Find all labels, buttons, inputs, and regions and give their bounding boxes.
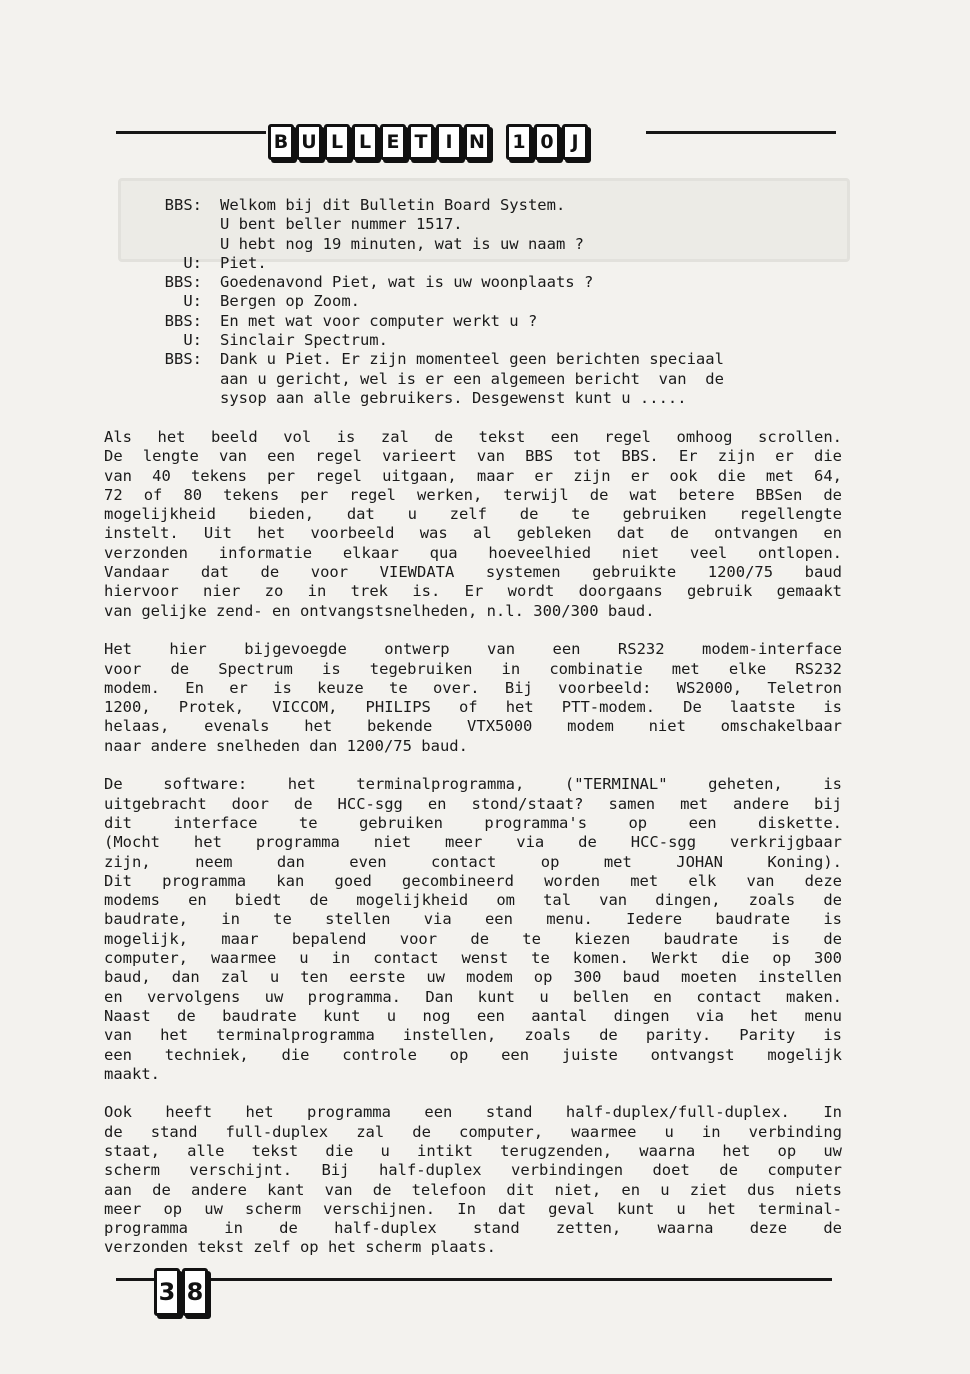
paragraph-line: de stand full-duplex zal de computer, waarmee u in verbinding — [104, 1122, 842, 1141]
dialog-text: Sinclair Spectrum. — [220, 331, 388, 350]
paragraph-line: 1200, Protek, VICCOM, PHILIPS of het PTT-modem. De laatste is — [104, 698, 842, 717]
paragraph-line: mogelijkheid bieden, dat u zelf de te gebruiken regellengte — [104, 505, 842, 524]
masthead-letter: L — [352, 124, 378, 160]
dialog-text: Welkom bij dit Bulletin Board System. — [220, 196, 566, 214]
bbs-dialog — [100, 196, 860, 408]
dialog-speaker — [100, 370, 220, 389]
dialog-text: U hebt nog 19 minuten, wat is uw naam ? — [220, 234, 584, 253]
paragraph-line: maakt. — [104, 1064, 160, 1083]
dialog-line — [100, 235, 860, 254]
dialog-speaker — [100, 389, 220, 408]
dialog-speaker: U: — [183, 253, 202, 272]
dialog-text: sysop aan alle gebruikers. Desgewenst kunt u ..... — [220, 388, 687, 407]
paragraph-line: Ook heeft het programma een stand half-duplex/full-duplex. In — [104, 1103, 842, 1122]
paragraph-line: baud, dan zal u ten eerste uw modem op 300 baud moeten instellen — [104, 968, 842, 987]
dialog-speaker: BBS: — [164, 196, 202, 214]
footer-rule — [116, 1278, 832, 1281]
dialog-text: Bergen op Zoom. — [220, 292, 360, 311]
masthead-letter: L — [324, 124, 350, 160]
masthead — [268, 124, 590, 160]
paragraph-line: aan de andere kant van de telefoon dit niet, en u ziet dus niets — [104, 1180, 842, 1199]
paragraph-line: voor de Spectrum is tegebruiken in combinatie met elke RS232 — [104, 659, 842, 678]
paragraph-line: staat, alle tekst die u intikt terugzenden, waarna het op uw — [104, 1141, 842, 1160]
dialog-text: U bent beller nummer 1517. — [220, 215, 463, 234]
paragraph-line: verzonden informatie elkaar qua hoeveelhied niet veel ontlopen. — [104, 543, 842, 562]
paragraph — [104, 775, 842, 1084]
paragraph-line: Het hier bijgevoegde ontwerp van een RS232 modem-interface — [104, 640, 842, 659]
dialog-speaker — [100, 215, 220, 234]
dialog-line — [100, 196, 860, 215]
paragraph-line: van gelijke zend- en ontvangstsnelheden, n.l. 300/300 baud. — [104, 601, 655, 620]
page-number — [154, 1268, 210, 1316]
paragraph-line: een techniek, die controle op een juiste ontvangst mogelijk — [104, 1045, 842, 1064]
paragraph-line: De lengte van een regel varieert van BBS tot BBS. Er zijn er die — [104, 447, 842, 466]
paragraph-line: helaas, evenals het bekende VTX5000 modem niet omschakelbaar — [104, 717, 842, 736]
dialog-speaker: U: — [183, 292, 202, 311]
paragraph-line: computer, waarmee u in contact wenst te komen. Werkt die op 300 — [104, 949, 842, 968]
paragraph-line: mogelijk, maar bepalend voor de te kiezen baudrate is de — [104, 929, 842, 948]
page-number-digit: 3 — [154, 1268, 180, 1316]
paragraph-line: uitgebracht door de HCC-sgg en stond/staat? samen met andere bij — [104, 794, 842, 813]
header-rule-left — [116, 131, 266, 134]
issue-letter: 1 — [506, 124, 532, 160]
masthead-letter: E — [380, 124, 406, 160]
paragraph-line: Vandaar dat de voor VIEWDATA systemen gebruikte 1200/75 baud — [104, 563, 842, 582]
paragraph-line: De software: het terminalprogramma, ("TERMINAL" geheten, is — [104, 775, 842, 794]
paragraph-line: zijn, neem dan even contact op met JOHAN Koning). — [104, 852, 842, 871]
dialog-line — [100, 331, 860, 350]
paragraph-line: modem. En er is keuze te over. Bij voorbeeld: WS2000, Teletron — [104, 678, 842, 697]
dialog-text: Goedenavond Piet, wat is uw woonplaats ? — [220, 273, 594, 292]
paragraph — [104, 428, 842, 621]
dialog-line — [100, 312, 860, 331]
masthead-letter: B — [268, 124, 294, 160]
masthead-letter: T — [408, 124, 434, 160]
dialog-speaker: U: — [183, 331, 202, 350]
paragraph-line: Als het beeld vol is zal de tekst een regel omhoog scrollen. — [104, 428, 842, 446]
paragraph — [104, 640, 842, 756]
paragraph-line: programma in de half-duplex stand zetten, waarna deze de — [104, 1219, 842, 1238]
dialog-text: Piet. — [220, 253, 267, 272]
paragraph-line: meer op uw scherm verschijnen. In dat geval kunt u het terminal- — [104, 1199, 842, 1218]
paragraph-line: scherm verschijnt. Bij half-duplex verbindingen doet de computer — [104, 1161, 842, 1180]
issue-letter: 0 — [534, 124, 560, 160]
masthead-letter: I — [436, 124, 462, 160]
issue-letter: J — [562, 124, 588, 160]
paragraph-line: modems en biedt de mogelijkheid om tal van dingen, zoals de — [104, 891, 842, 910]
masthead-letter: N — [464, 124, 490, 160]
paragraph-line: baudrate, in te stellen via een menu. Iedere baudrate is — [104, 910, 842, 929]
dialog-speaker — [100, 235, 220, 254]
paragraph-line: dit interface te gebruiken programma's op een diskette. — [104, 813, 842, 832]
dialog-line — [100, 292, 860, 311]
dialog-text: En met wat voor computer werkt u ? — [220, 311, 538, 330]
dialog-line — [100, 215, 860, 234]
dialog-line — [100, 273, 860, 292]
dialog-speaker: BBS: — [164, 273, 202, 292]
paragraph-line: Dit programma kan goed gecombineerd worden met elk van deze — [104, 871, 842, 890]
article-body — [104, 428, 842, 1277]
dialog-line — [100, 389, 860, 408]
paragraph-line: (Mocht het programma niet meer via de HCC-sgg verkrijgbaar — [104, 833, 842, 852]
paragraph-line: Naast de baudrate kunt u nog een aantal dingen via het menu — [104, 1006, 842, 1025]
paragraph-line: 72 of 80 tekens per regel werken, terwijl de wat betere BBSen de — [104, 485, 842, 504]
paragraph-line: instelt. Uit het voorbeeld was al gebleken dat de ontvangen en — [104, 524, 842, 543]
dialog-text: Dank u Piet. Er zijn momenteel geen berichten speciaal — [220, 350, 724, 369]
dialog-speaker: BBS: — [164, 311, 202, 330]
paragraph-line: en vervolgens uw programma. Dan kunt u bellen en contact maken. — [104, 987, 842, 1006]
paragraph-line: van het terminalprogramma instellen, zoals de parity. Parity is — [104, 1026, 842, 1045]
page-number-digit: 8 — [182, 1268, 208, 1316]
dialog-line — [100, 254, 860, 273]
dialog-line — [100, 370, 860, 389]
paragraph — [104, 1103, 842, 1257]
paragraph-line: hiervoor nier zo in trek is. Er wordt doorgaans gebruik gemaakt — [104, 582, 842, 601]
dialog-line — [100, 350, 860, 369]
paragraph-line: van 40 tekens per regel uitgaan, maar er zijn er ook die met 64, — [104, 466, 842, 485]
dialog-text: aan u gericht, wel is er een algemeen bericht van de — [220, 369, 724, 388]
dialog-speaker: BBS: — [164, 350, 202, 369]
paragraph-line: naar andere snelheden dan 1200/75 baud. — [104, 736, 468, 755]
header-rule-right — [646, 131, 836, 134]
masthead-letter: U — [296, 124, 322, 160]
paragraph-line: verzonden tekst zelf op het scherm plaats. — [104, 1238, 496, 1257]
